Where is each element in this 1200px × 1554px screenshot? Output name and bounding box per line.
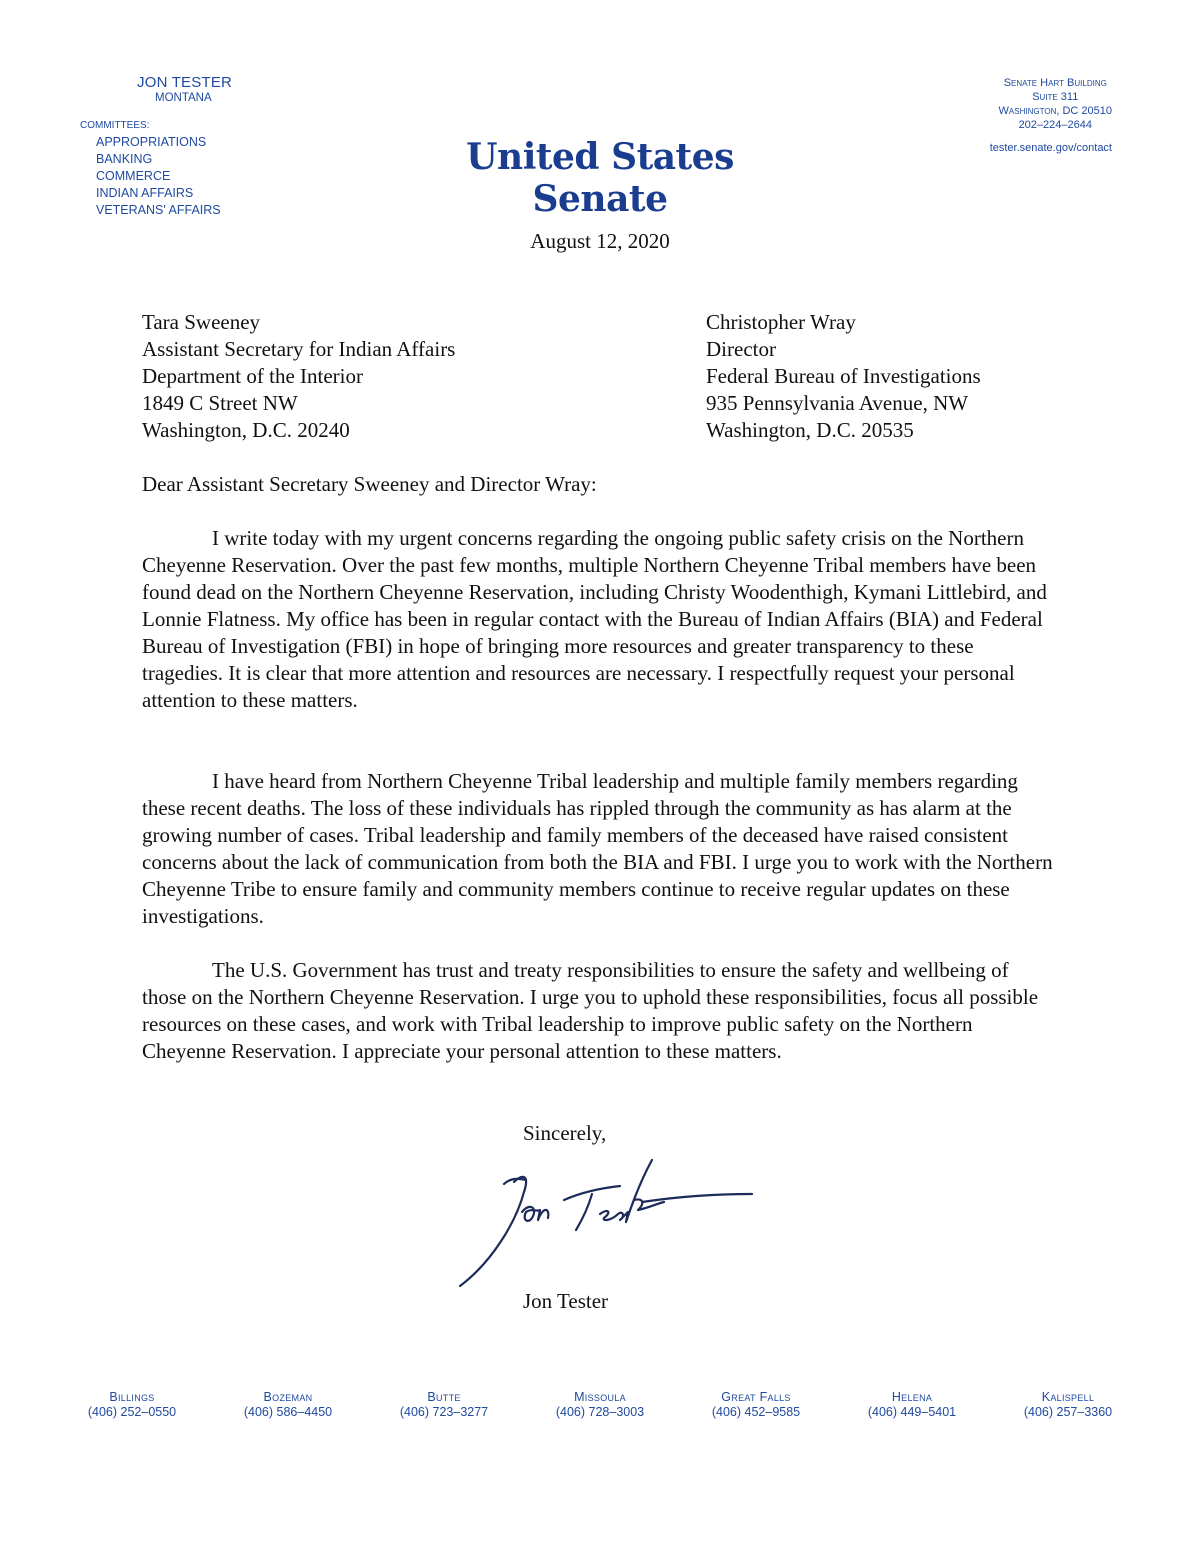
office-address xyxy=(999,76,1112,132)
recipient-line: Tara Sweeney xyxy=(142,310,261,334)
office-city: Missoula xyxy=(574,1390,626,1404)
senator-name: JON TESTER xyxy=(137,74,233,91)
closing: Sincerely, xyxy=(523,1121,607,1145)
signature-image xyxy=(452,1152,762,1292)
address-phone: 202–224–2644 xyxy=(1018,119,1092,131)
committee-item: BANKING xyxy=(96,152,153,166)
address-suite: Suite 311 xyxy=(1032,91,1079,103)
committees-label: COMMITTEES: xyxy=(80,120,150,131)
signer-name: Jon Tester xyxy=(523,1289,609,1313)
salutation: Dear Assistant Secretary Sweeney and Director Wray: xyxy=(142,472,597,496)
office-bozeman xyxy=(218,1390,358,1419)
committee-item: COMMERCE xyxy=(96,169,171,183)
office-helena xyxy=(842,1390,982,1419)
recipient-line: Department of the Interior xyxy=(142,364,363,388)
recipient-line: 1849 C Street NW xyxy=(142,391,298,415)
recipient-address-left xyxy=(142,309,455,444)
office-phone: (406) 728–3003 xyxy=(555,1405,645,1419)
committee-item: INDIAN AFFAIRS xyxy=(96,186,194,200)
senate-title: United States Senate xyxy=(466,136,734,220)
body-paragraph: I have heard from Northern Cheyenne Tribal leadership and multiple family members regarding these recent deaths. The loss of these individuals has rippled through the community as has alarm at the growing number of cases. Tribal leadership and family members of the deceased have raised consistent concerns about the lack of communication from both the BIA and FBI. I urge you to work with the Northern Cheyenne Tribe to ensure family and community members continue to receive regular updates on these investigations. xyxy=(142,769,1053,928)
recipient-address-right xyxy=(706,309,981,444)
recipient-line: Federal Bureau of Investigations xyxy=(706,364,981,388)
recipient-line: Washington, D.C. 20535 xyxy=(706,418,914,442)
office-billings xyxy=(62,1390,202,1419)
office-phone: (406) 252–0550 xyxy=(87,1405,177,1419)
office-city: Bozeman xyxy=(263,1390,313,1404)
state-offices xyxy=(62,1390,1138,1419)
office-city: Billings xyxy=(109,1390,155,1404)
contact-url[interactable]: tester.senate.gov/contact xyxy=(989,142,1112,154)
office-phone: (406) 586–4450 xyxy=(243,1405,333,1419)
office-city: Great Falls xyxy=(721,1390,791,1404)
address-city: Washington, DC 20510 xyxy=(998,105,1112,117)
committee-item: APPROPRIATIONS xyxy=(96,135,207,149)
office-phone: (406) 257–3360 xyxy=(1023,1405,1113,1419)
office-phone: (406) 723–3277 xyxy=(399,1405,489,1419)
office-great-falls xyxy=(686,1390,826,1419)
recipient-line: Director xyxy=(706,337,776,361)
letter-date: August 12, 2020 xyxy=(530,229,670,253)
office-kalispell xyxy=(998,1390,1138,1419)
office-phone: (406) 452–9585 xyxy=(711,1405,801,1419)
office-city: Helena xyxy=(891,1390,933,1404)
office-butte xyxy=(374,1390,514,1419)
recipient-line: 935 Pennsylvania Avenue, NW xyxy=(706,391,969,415)
body-paragraph: The U.S. Government has trust and treaty responsibilities to ensure the safety and wellbeing of those on the Northern Cheyenne Reservation. I urge you to uphold these responsibilities, focus all possible resources on these cases, and work with Tribal leadership to improve public safety on the Northern Cheyenne Reservation. I appreciate your personal attention to these matters. xyxy=(142,958,1039,1063)
senator-state: MONTANA xyxy=(155,92,212,104)
office-city: Butte xyxy=(427,1390,461,1404)
recipient-line: Christopher Wray xyxy=(706,310,856,334)
body-paragraph: I write today with my urgent concerns regarding the ongoing public safety crisis on the Northern Cheyenne Reservation. Over the past few months, multiple Northern Cheyenne Tribal members have been found dead on the Northern Cheyenne Reservation, including Christy Woodenthigh, Kymani Littlebird, and Lonnie Flatness. My office has been in regular contact with the Bureau of Indian Affairs (BIA) and Federal Bureau of Investigation (FBI) in hope of bringing more resources and greater transparency to these tragedies. It is clear that more attention and resources are necessary. I respectfully request your personal attention to these matters. xyxy=(142,526,1047,712)
office-missoula xyxy=(530,1390,670,1419)
office-phone: (406) 449–5401 xyxy=(867,1405,957,1419)
committees-list xyxy=(96,134,221,219)
address-building: Senate Hart Building xyxy=(1003,77,1107,89)
committee-item: VETERANS' AFFAIRS xyxy=(96,203,221,217)
office-city: Kalispell xyxy=(1041,1390,1095,1404)
recipient-line: Washington, D.C. 20240 xyxy=(142,418,350,442)
recipient-line: Assistant Secretary for Indian Affairs xyxy=(142,337,456,361)
